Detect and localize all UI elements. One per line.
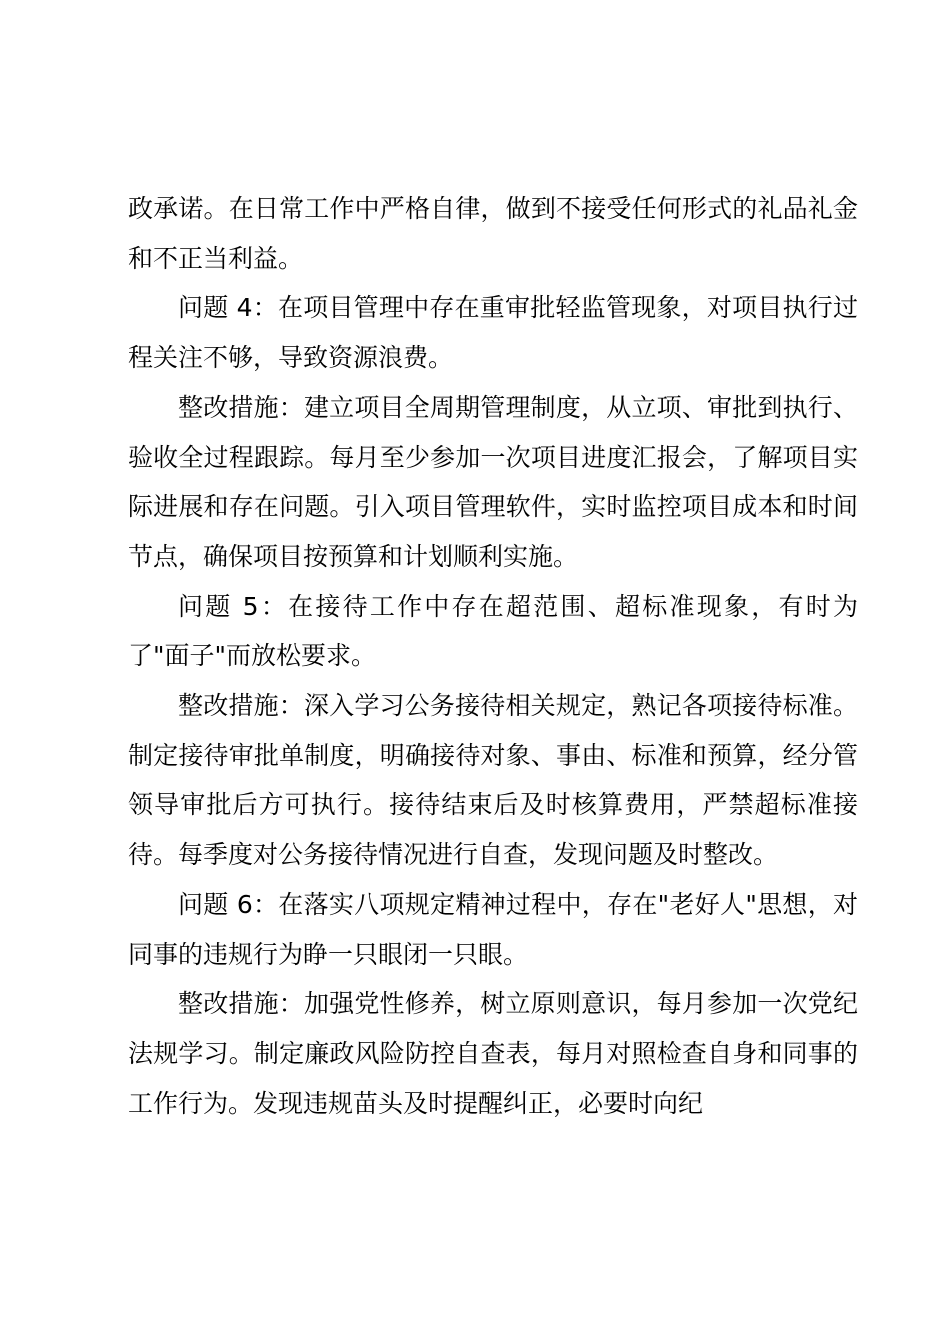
document-body [128, 184, 858, 1128]
paragraph-measure-6: 整改措施：加强党性修养，树立原则意识，每月参加一次党纪法规学习。制定廉政风险防控自查表，每月对照检查自身和同事的工作行为。发现违规苗头及时提醒纠正，必要时向纪 [128, 989, 858, 1118]
paragraph-problem-5: 问题 5：在接待工作中存在超范围、超标准现象，有时为了"面子"而放松要求。 [128, 591, 858, 671]
paragraph-measure-5: 整改措施：深入学习公务接待相关规定，熟记各项接待标准。制定接待审批单制度，明确接待对象、事由、标准和预算，经分管领导审批后方可执行。接待结束后及时核算费用，严禁超标准接待。每季度对公务接待情况进行自查，发现问题及时整改。 [128, 691, 858, 870]
paragraph-problem-4: 问题 4：在项目管理中存在重审批轻监管现象，对项目执行过程关注不够，导致资源浪费。 [128, 293, 858, 373]
paragraph-1: 政承诺。在日常工作中严格自律，做到不接受任何形式的礼品礼金和不正当利益。 [128, 194, 858, 273]
paragraph-measure-4: 整改措施：建立项目全周期管理制度，从立项、审批到执行、验收全过程跟踪。每月至少参加一次项目进度汇报会，了解项目实际进展和存在问题。引入项目管理软件，实时监控项目成本和时间节点，确保项目按预算和计划顺利实施。 [128, 392, 858, 571]
paragraph-problem-6: 问题 6：在落实八项规定精神过程中，存在"老好人"思想，对同事的违规行为睁一只眼闭一只眼。 [128, 889, 858, 969]
